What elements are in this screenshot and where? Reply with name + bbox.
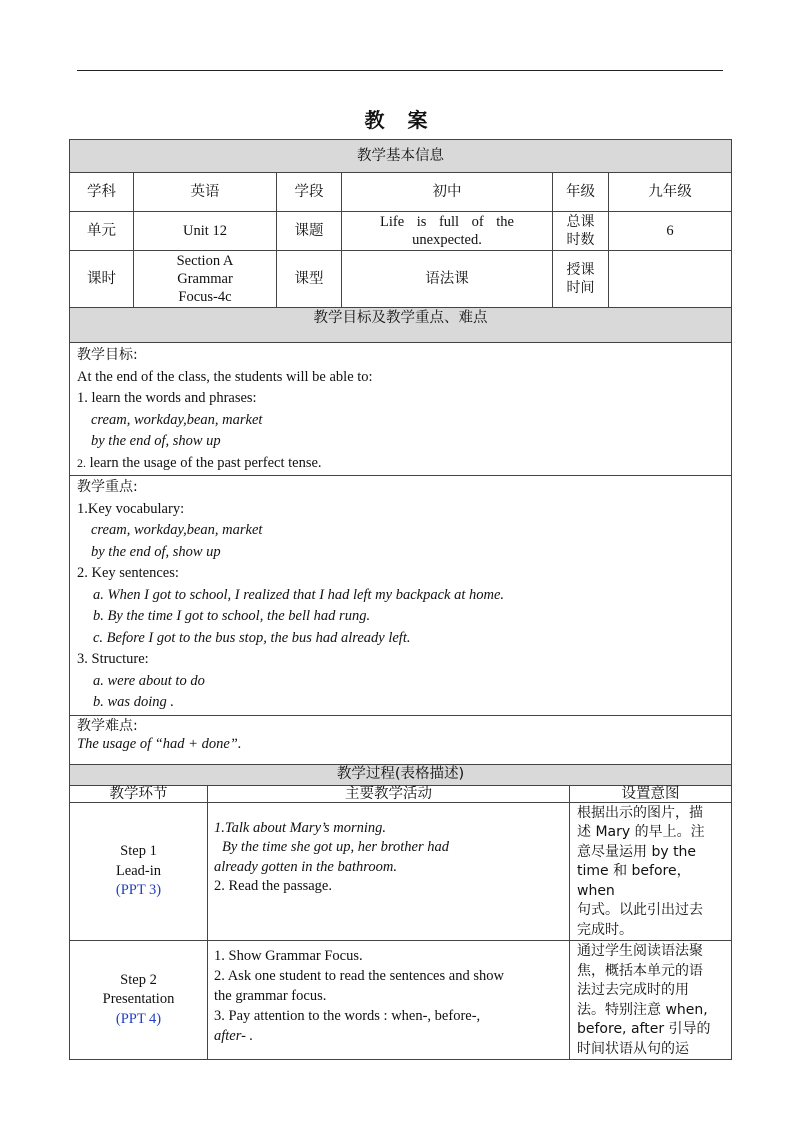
- total-periods-label: 总课时数: [553, 212, 609, 251]
- lesson-info-table: [69, 139, 732, 785]
- grade-value: 九年级: [609, 173, 732, 212]
- col-stage-header: 教学环节: [70, 785, 208, 802]
- topic-value-cell: [342, 212, 553, 251]
- process-header: 教学过程(表格描述): [70, 765, 732, 786]
- step-2-activity-2-line-2: the grammar focus.: [214, 988, 327, 1004]
- key-sentence-a: a. When I got to school, I realized that I had left my backpack at home.: [93, 586, 505, 603]
- step-1-ppt: (PPT 3): [115, 882, 162, 898]
- step-2-purpose-line: 法。特别注意 when,: [577, 1001, 708, 1018]
- col-activity-header: 主要教学活动: [208, 785, 570, 802]
- step-2-activities: [208, 941, 570, 1060]
- table-row: [70, 941, 732, 1060]
- step-2-purpose-line: 法过去完成时的用: [577, 982, 689, 998]
- page-title: 教 案: [364, 108, 436, 132]
- step-1-activity-2: 2. Read the passage.: [214, 878, 332, 894]
- teaching-time-value: [609, 251, 732, 308]
- key-sentences-label: 2. Key sentences:: [77, 565, 179, 581]
- teaching-time-label: 授课时间: [553, 251, 609, 308]
- objectives-intro: At the end of the class, the students will be able to:: [77, 368, 373, 385]
- step-2-activity-2-line-1: 2. Ask one student to read the sentences and show: [214, 968, 504, 984]
- step-1-activity-1-line-2: By the time she got up, her brother had: [222, 839, 449, 855]
- basic-info-header: 教学基本信息: [70, 140, 732, 173]
- step-1-purpose-line: 句式。以此引出过去: [577, 902, 703, 918]
- objectives-cell: [70, 343, 732, 476]
- difficulty-text: The usage of “had + done”.: [77, 736, 242, 752]
- stage-value: 初中: [342, 173, 553, 212]
- subject-value: 英语: [134, 173, 277, 212]
- key-points-label: 教学重点:: [77, 479, 138, 495]
- grade-label: 年级: [553, 173, 609, 212]
- step-1-cell: [70, 802, 208, 941]
- key-vocab-1: cream, workday,bean, market: [91, 522, 263, 538]
- step-1-purpose-line: 述 Mary 的早上。注: [577, 824, 705, 840]
- step-1-purpose-line: time 和 before，when: [577, 863, 691, 899]
- step-2-purpose-line: 时间状语从句的运: [577, 1040, 689, 1057]
- unit-label: 单元: [70, 212, 134, 251]
- step-2-cell: [70, 941, 208, 1060]
- total-periods-value: 6: [609, 212, 732, 251]
- objectives-item-2-number: 2.: [77, 455, 86, 470]
- step-1-number: Step 1: [120, 843, 157, 859]
- teaching-process-table: [69, 764, 732, 1060]
- key-vocab-2: by the end of, show up: [91, 543, 221, 560]
- difficulty-label: 教学难点:: [77, 717, 138, 734]
- step-2-purpose-line: 焦，概括本单元的语: [577, 962, 703, 979]
- topic-value: Life is full of the unexpected.: [380, 214, 514, 248]
- objectives-item-1: 1. learn the words and phrases:: [77, 390, 257, 406]
- step-1-stage: Lead-in: [115, 862, 162, 879]
- period-value: Section A Grammar Focus-4c: [134, 251, 277, 308]
- key-sentence-c: c. Before I got to the bus stop, the bus had already left.: [93, 629, 411, 646]
- lesson-type-value: 语法课: [342, 251, 553, 308]
- structure-b: b. was doing .: [93, 694, 174, 710]
- header-rule: [77, 70, 723, 71]
- step-2-purpose-line: 通过学生阅读语法聚: [577, 943, 703, 959]
- step-2-number: Step 2: [120, 971, 157, 988]
- step-1-purpose-line: 根据出示的图片，描: [577, 804, 703, 821]
- step-2-ppt: (PPT 4): [115, 1010, 162, 1027]
- key-points-cell: [70, 476, 732, 716]
- step-2-stage: Presentation: [102, 991, 175, 1008]
- objectives-item-2: [77, 453, 724, 475]
- subject-label: 学科: [70, 173, 134, 212]
- step-2-activity-3-line-2: after- .: [214, 1028, 254, 1044]
- unit-value: Unit 12: [134, 212, 277, 251]
- objectives-label: 教学目标:: [77, 347, 138, 363]
- table-row: [70, 802, 732, 941]
- step-1-activities: [208, 802, 570, 941]
- lesson-type-label: 课型: [277, 251, 342, 308]
- step-1-activity-1-line-3: already gotten in the bathroom.: [214, 858, 397, 875]
- col-purpose-header: 设置意图: [570, 785, 732, 802]
- step-2-purpose: [570, 941, 732, 1060]
- key-sentence-b: b. By the time I got to school, the bell had rung.: [93, 608, 371, 624]
- objectives-words-1: cream, workday,bean, market: [91, 411, 263, 428]
- objectives-header: 教学目标及教学重点、难点: [70, 308, 732, 343]
- step-1-purpose-line: 意尽量运用 by the: [577, 843, 697, 860]
- structure-a: a. were about to do: [93, 672, 205, 689]
- structure-label: 3. Structure:: [77, 651, 149, 667]
- step-1-purpose-line: 完成时。: [577, 921, 633, 938]
- step-2-purpose-line: before, after 引导的: [577, 1021, 711, 1037]
- stage-label: 学段: [277, 173, 342, 212]
- period-label: 课时: [70, 251, 134, 308]
- objectives-item-2-text: learn the usage of the past perfect tense.: [89, 454, 322, 471]
- key-vocab-label: 1.Key vocabulary:: [77, 500, 185, 517]
- step-1-purpose: [570, 802, 732, 941]
- objectives-words-2: by the end of, show up: [91, 433, 221, 449]
- step-2-activity-3-line-1: 3. Pay attention to the words : when-, before-,: [214, 1008, 481, 1024]
- step-1-activity-1: 1.Talk about Mary’s morning.: [214, 819, 387, 836]
- topic-label: 课题: [277, 212, 342, 251]
- step-2-activity-1: 1. Show Grammar Focus.: [214, 948, 363, 964]
